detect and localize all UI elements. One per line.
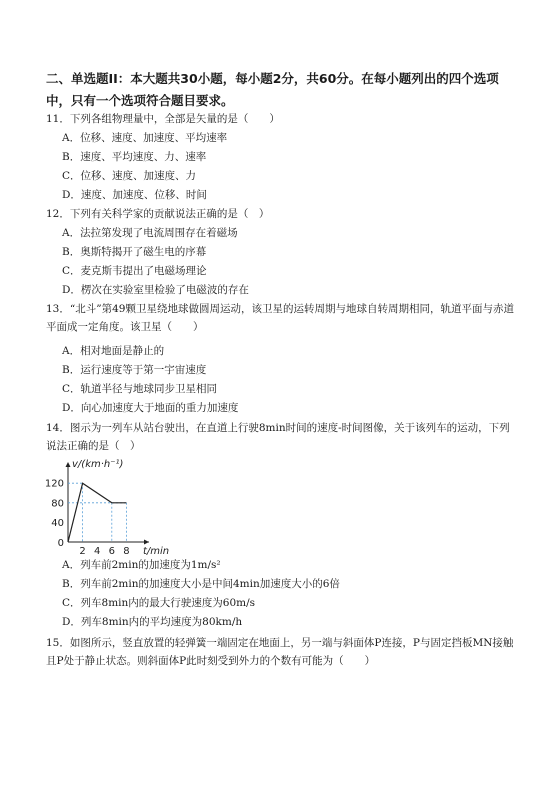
question-13-option-a: A．相对地面是静止的: [62, 345, 165, 357]
question-12-option-b: B．奥斯特揭开了磁生电的序幕: [62, 246, 207, 258]
y-tick-label: 120: [44, 478, 64, 490]
question-11-stem: 11．下列各组物理量中，全部是矢量的是（ ）: [46, 113, 280, 125]
x-tick-label: 2: [79, 546, 86, 557]
question-14-option-b: B．列车前2min的加速度大小是中间4min加速度大小的6倍: [62, 578, 340, 590]
velocity-series-line: [68, 483, 126, 542]
question-14-option-a: A．列车前2min的加速度为1m/s²: [62, 559, 221, 571]
question-14-option-d: D．列车8min内的平均速度为80km/h: [62, 616, 243, 628]
section-title: 二、单选题II：本大题共30小题，每小题2分，共60分。在每小题列出的四个选项中，只有一个选项符合题目要求。: [46, 71, 499, 108]
question-11-option-d: D．速度、加速度、位移、时间: [62, 189, 207, 201]
question-13-stem: 13．“北斗”第49颗卫星绕地球做圆周运动，该卫星的运转周期与地球自转周期相同，轨道平面与赤道平面成一定角度。该卫星（ ）: [46, 303, 514, 333]
question-11-option-b: B．速度、平均速度、力、速率: [62, 151, 207, 163]
y-axis-label: v/(km·h⁻¹): [72, 459, 124, 470]
velocity-time-graph: [40, 458, 210, 558]
origin-label: 0: [57, 538, 64, 549]
question-15-stem: 15．如图所示，竖直放置的轻弹簧一端固定在地面上，另一端与斜面体P连接，P与固定挡板MN接触且P处于静止状态。则斜面体P此时刻受到外力的个数有可能为（ ）: [46, 637, 514, 667]
x-axis-label: t/min: [143, 546, 170, 557]
y-tick-label: 80: [51, 498, 64, 510]
question-13-option-c: C．轨道半径与地球同步卫星相同: [62, 383, 218, 395]
x-tick-label: 6: [108, 546, 115, 557]
question-11-option-c: C．位移、速度、加速度、力: [62, 170, 197, 182]
question-12-option-c: C．麦克斯韦提出了电磁场理论: [62, 265, 207, 277]
x-tick-label: 8: [123, 546, 130, 557]
question-13-option-d: D．向心加速度大于地面的重力加速度: [62, 402, 239, 414]
question-14-stem: 14．图示为一列车从站台驶出，在直道上行驶8min时间的速度-时间图像，关于该列车的运动，下列说法正确的是（ ）: [46, 422, 510, 452]
y-tick-label: 40: [51, 517, 64, 529]
question-12-option-d: D．楞次在实验室里检验了电磁波的存在: [62, 284, 249, 296]
question-11-option-a: A．位移、速度、加速度、平均速率: [62, 132, 228, 144]
question-12-option-a: A．法拉第发现了电流周围存在着磁场: [62, 227, 238, 239]
x-tick-label: 4: [94, 546, 101, 557]
x-axis-arrow: [144, 540, 149, 545]
question-12-stem: 12．下列有关科学家的贡献说法正确的是（ ）: [46, 208, 270, 220]
question-13-option-b: B．运行速度等于第一宇宙速度: [62, 364, 207, 376]
question-14-option-c: C．列车8min内的最大行驶速度为60m/s: [62, 597, 256, 609]
y-axis-arrow: [66, 462, 71, 467]
